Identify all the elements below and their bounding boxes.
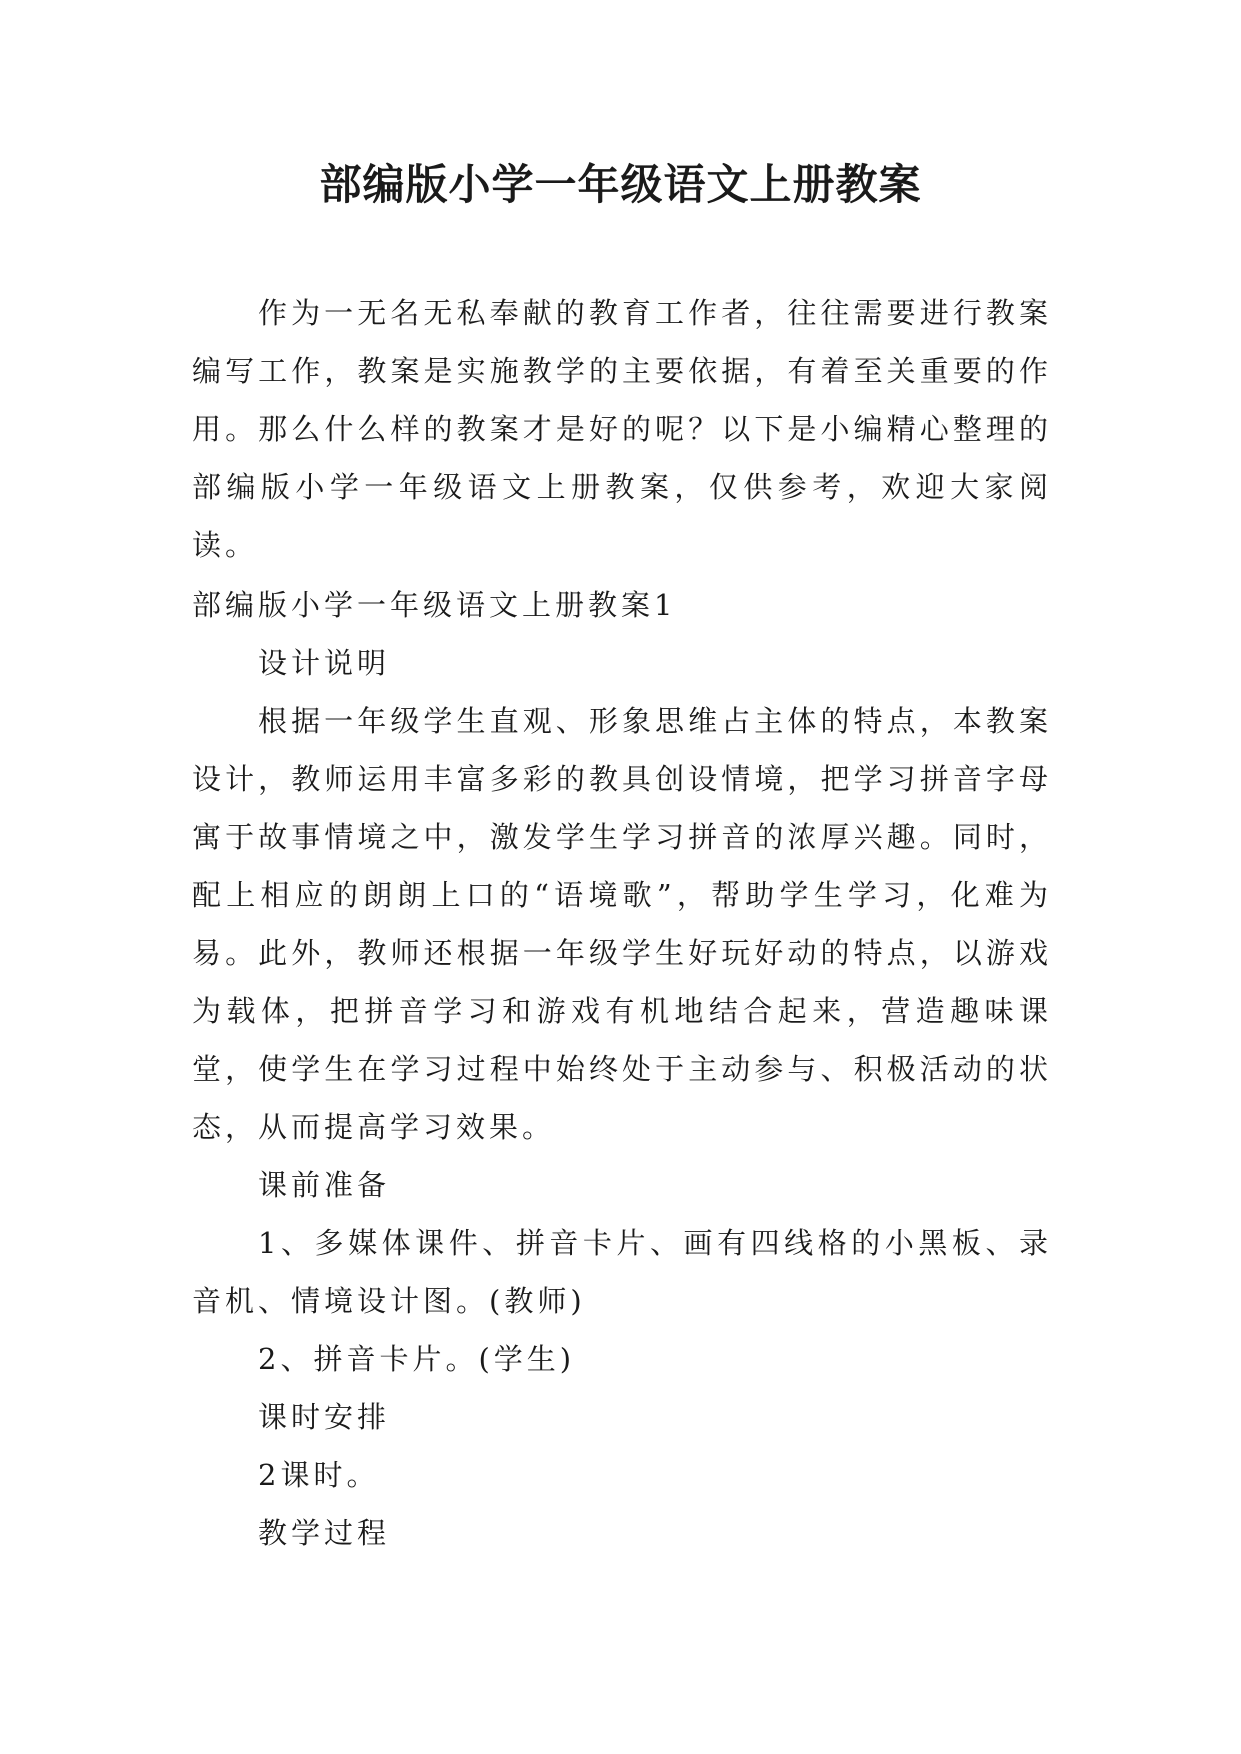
schedule-value: 2课时。 bbox=[258, 1458, 380, 1492]
design-notes-paragraph: 根据一年级学生直观、形象思维占主体的特点，本教案设计，教师运用丰富多彩的教具创设情境，把学习拼音字母寓于故事情境之中，激发学生学习拼音的浓厚兴趣。同时，配上相应的朗朗上口的“语境歌”，帮助学生学习，化难为易。此外，教师还根据一年级学生好玩好动的特点，以游戏为载体，把拼音学习和游戏有机地结合起来，营造趣味课堂，使学生在学习过程中始终处于主动参与、积极活动的状态，从而提高学习效果。 bbox=[192, 704, 1052, 1144]
lesson-content bbox=[192, 576, 1052, 1562]
preparation-item-1: 1、多媒体课件、拼音卡片、画有四线格的小黑板、录音机、情境设计图。(教师) bbox=[192, 1226, 1052, 1318]
intro-paragraph: 作为一无名无私奉献的教育工作者，往往需要进行教案编写工作，教案是实施教学的主要依据，有着至关重要的作用。那么什么样的教案才是好的呢？以下是小编精心整理的部编版小学一年级语文上册教案，仅供参考，欢迎大家阅读。 bbox=[192, 296, 1052, 562]
heading-teaching-process: 教学过程 bbox=[258, 1516, 391, 1550]
section-title: 部编版小学一年级语文上册教案1 bbox=[192, 588, 677, 622]
heading-schedule: 课时安排 bbox=[258, 1400, 391, 1434]
preparation-item-2: 2、拼音卡片。(学生) bbox=[258, 1342, 576, 1376]
heading-preparation: 课前准备 bbox=[258, 1168, 391, 1202]
document-title: 部编版小学一年级语文上册教案 bbox=[319, 160, 922, 209]
heading-design-notes: 设计说明 bbox=[258, 646, 391, 680]
